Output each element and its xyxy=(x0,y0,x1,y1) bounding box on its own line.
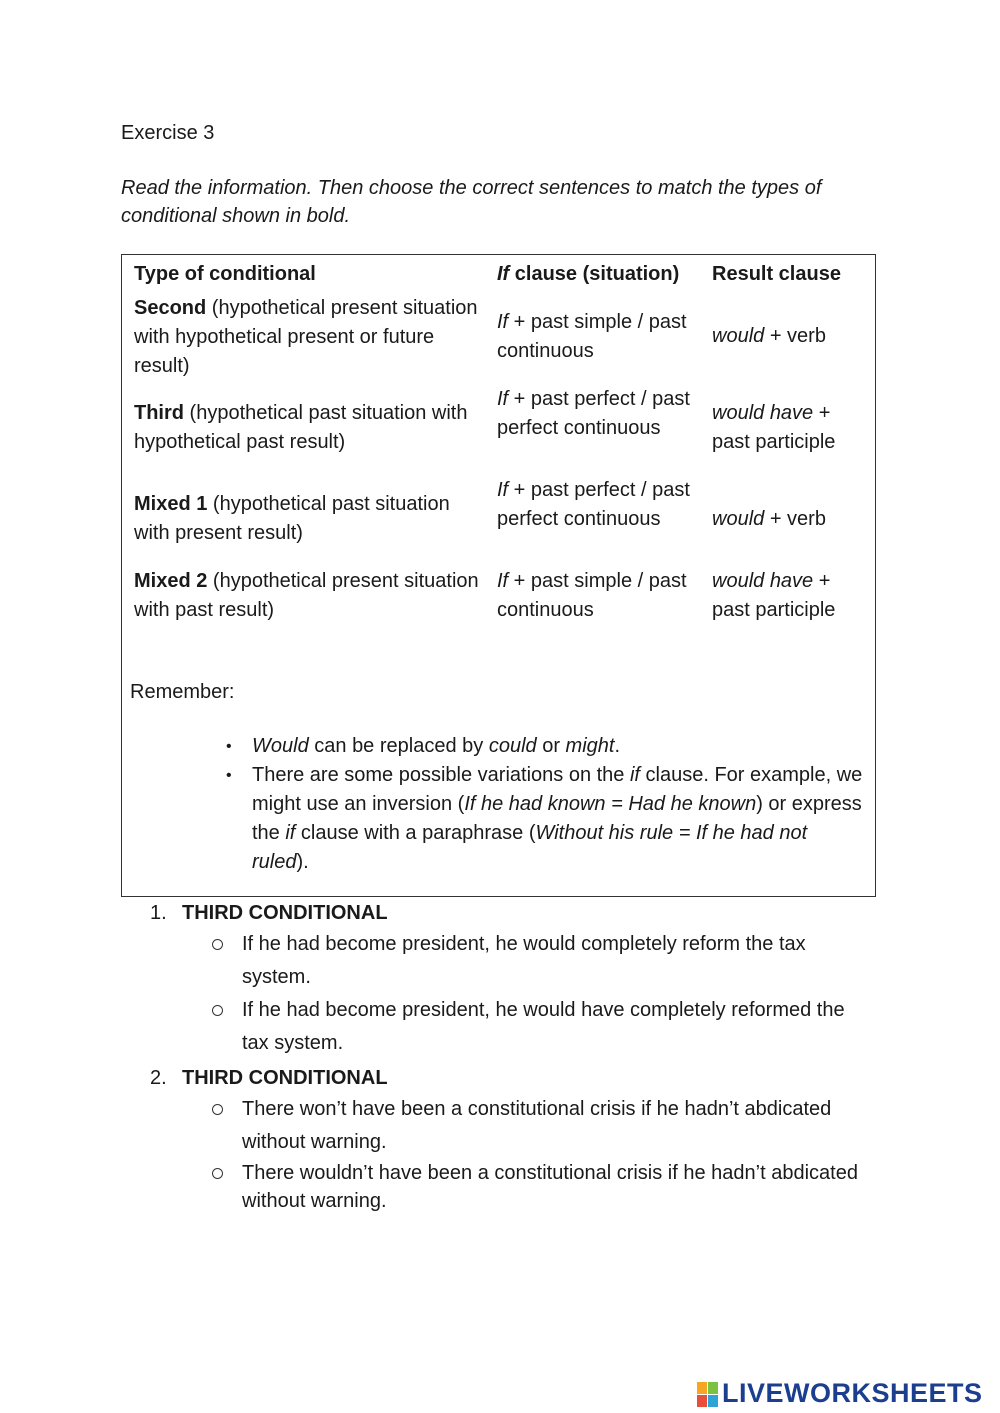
row-mixed2-result: would have + past participle xyxy=(712,570,836,621)
question-label: THIRD CONDITIONAL xyxy=(182,902,388,924)
brand-name: LIVEWORKSHEETS xyxy=(722,1378,983,1408)
liveworksheets-logo-icon xyxy=(697,1381,719,1407)
row-third-if: If + past perfect / past perfect continuous xyxy=(497,388,690,439)
remember-notes xyxy=(218,732,868,877)
question-number: 2. xyxy=(150,1067,167,1089)
row-mixed2-type: Mixed 2 (hypothetical present situation with past result) xyxy=(134,570,479,621)
option-text: If he had become president, he would completely reform the tax system. xyxy=(242,933,806,988)
row-mixed1-type: Mixed 1 (hypothetical past situation with present result) xyxy=(134,493,450,544)
info-box xyxy=(121,254,876,897)
row-second-if: If + past simple / past continuous xyxy=(497,311,687,362)
liveworksheets-logo xyxy=(697,1378,983,1409)
row-mixed1-if: If + past perfect / past perfect continuous xyxy=(497,479,690,530)
header-type: Type of conditional xyxy=(134,263,316,285)
note-if-variations: • There are some possible variations on the if clause. For example, we might use an inversion (If he had known = Had he known) or express the if clause with a paraphrase (Without his rule = If he had not ruled). xyxy=(218,761,868,877)
row-mixed1-result: would + verb xyxy=(712,508,826,530)
header-if-clause: If clause (situation) xyxy=(497,263,680,285)
instructions: Read the information. Then choose the correct sentences to match the types of conditional shown in bold. xyxy=(121,177,822,227)
row-mixed2-if: If + past simple / past continuous xyxy=(497,570,687,621)
answer-option[interactable] xyxy=(212,928,862,994)
radio-circle-icon xyxy=(212,1005,223,1016)
row-second-result: would + verb xyxy=(712,325,826,347)
row-second-type: Second (hypothetical present situation with hypothetical present or future result) xyxy=(134,297,478,377)
question-title xyxy=(150,1063,890,1093)
radio-circle-icon xyxy=(212,939,223,950)
option-text: If he had become president, he would have completely reformed the tax system. xyxy=(242,999,845,1054)
question-2 xyxy=(150,1063,890,1215)
question-label: THIRD CONDITIONAL xyxy=(182,1067,388,1089)
radio-circle-icon xyxy=(212,1168,223,1179)
note-would-replacement: • Would can be replaced by could or might. xyxy=(218,732,868,761)
option-text: There wouldn’t have been a constitutional crisis if he hadn’t abdicated without warning. xyxy=(242,1162,858,1212)
question-1 xyxy=(150,898,890,1060)
answer-option[interactable] xyxy=(212,1159,862,1215)
row-third-type: Third (hypothetical past situation with hypothetical past result) xyxy=(134,402,468,453)
answer-option[interactable] xyxy=(212,994,862,1060)
option-text: There won’t have been a constitutional crisis if he hadn’t abdicated without warning. xyxy=(242,1098,832,1153)
remember-label: Remember: xyxy=(130,681,235,703)
question-title xyxy=(150,898,890,928)
row-third-result: would have + past participle xyxy=(712,402,836,453)
answer-option[interactable] xyxy=(212,1093,862,1159)
radio-circle-icon xyxy=(212,1104,223,1115)
header-result-clause: Result clause xyxy=(712,263,841,285)
page-title: Exercise 3 xyxy=(121,122,215,144)
question-number: 1. xyxy=(150,902,167,924)
